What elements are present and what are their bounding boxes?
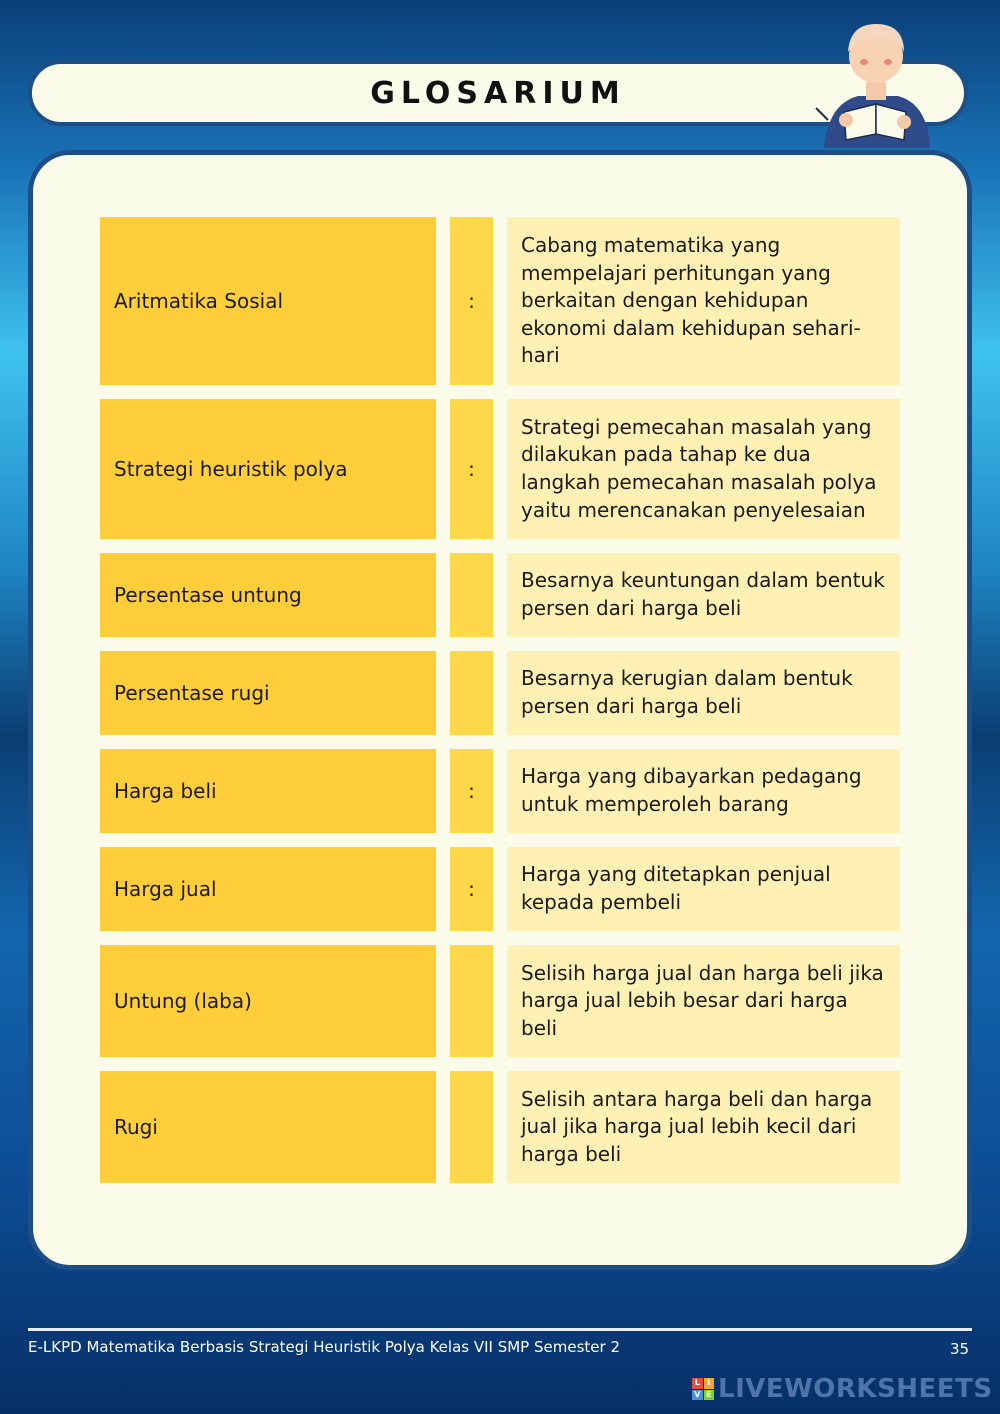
glossary-row <box>100 1071 900 1183</box>
glossary-term: Aritmatika Sosial <box>100 217 436 385</box>
footer-text: E-LKPD Matematika Berbasis Strategi Heuristik Polya Kelas VII SMP Semester 2 <box>28 1338 620 1356</box>
glossary-definition: Selisih antara harga beli dan harga jual jika harga jual lebih kecil dari harga beli <box>507 1071 900 1183</box>
glossary-definition: Strategi pemecahan masalah yang dilakukan pada tahap ke dua langkah pemecahan masalah polya yaitu merencanakan penyelesaian <box>507 399 900 539</box>
glossary-definition: Cabang matematika yang mempelajari perhitungan yang berkaitan dengan kehidupan ekonomi dalam kehidupan sehari-hari <box>507 217 900 385</box>
watermark-text: LIVEWORKSHEETS <box>718 1374 993 1404</box>
glossary-colon <box>450 651 493 735</box>
logo-letter: L <box>692 1378 703 1389</box>
glossary-colon: : <box>450 847 493 931</box>
liveworksheets-logo-icon <box>692 1378 714 1400</box>
glossary-row <box>100 217 900 385</box>
glossary-row <box>100 399 900 539</box>
glossary-colon: : <box>450 749 493 833</box>
glossary-term: Rugi <box>100 1071 436 1183</box>
glossary-row <box>100 553 900 637</box>
logo-letter: V <box>692 1390 703 1401</box>
page-title: GLOSARIUM <box>370 75 626 111</box>
glossary-definition: Selisih harga jual dan harga beli jika harga jual lebih besar dari harga beli <box>507 945 900 1057</box>
glossary-definition: Harga yang ditetapkan penjual kepada pembeli <box>507 847 900 931</box>
glossary-term: Untung (laba) <box>100 945 436 1057</box>
glossary-definition: Harga yang dibayarkan pedagang untuk memperoleh barang <box>507 749 900 833</box>
glossary-colon <box>450 1071 493 1183</box>
glossary-row <box>100 847 900 931</box>
glossary-row <box>100 651 900 735</box>
glossary-definition: Besarnya kerugian dalam bentuk persen dari harga beli <box>507 651 900 735</box>
liveworksheets-watermark[interactable] <box>692 1376 993 1402</box>
glossary-colon <box>450 945 493 1057</box>
logo-letter: I <box>704 1378 715 1389</box>
reading-person-illustration <box>806 12 946 152</box>
glossary-colon: : <box>450 217 493 385</box>
glossary-row <box>100 749 900 833</box>
glossary-term: Harga jual <box>100 847 436 931</box>
glossary-term: Harga beli <box>100 749 436 833</box>
glossary-colon <box>450 553 493 637</box>
glossary-term: Persentase untung <box>100 553 436 637</box>
glossary-definition: Besarnya keuntungan dalam bentuk persen dari harga beli <box>507 553 900 637</box>
glossary-colon: : <box>450 399 493 539</box>
page-number: 35 <box>950 1340 970 1358</box>
footer-divider <box>28 1328 972 1331</box>
glossary-term: Strategi heuristik polya <box>100 399 436 539</box>
logo-letter: E <box>704 1390 715 1401</box>
glossary-row <box>100 945 900 1057</box>
glossary-term: Persentase rugi <box>100 651 436 735</box>
